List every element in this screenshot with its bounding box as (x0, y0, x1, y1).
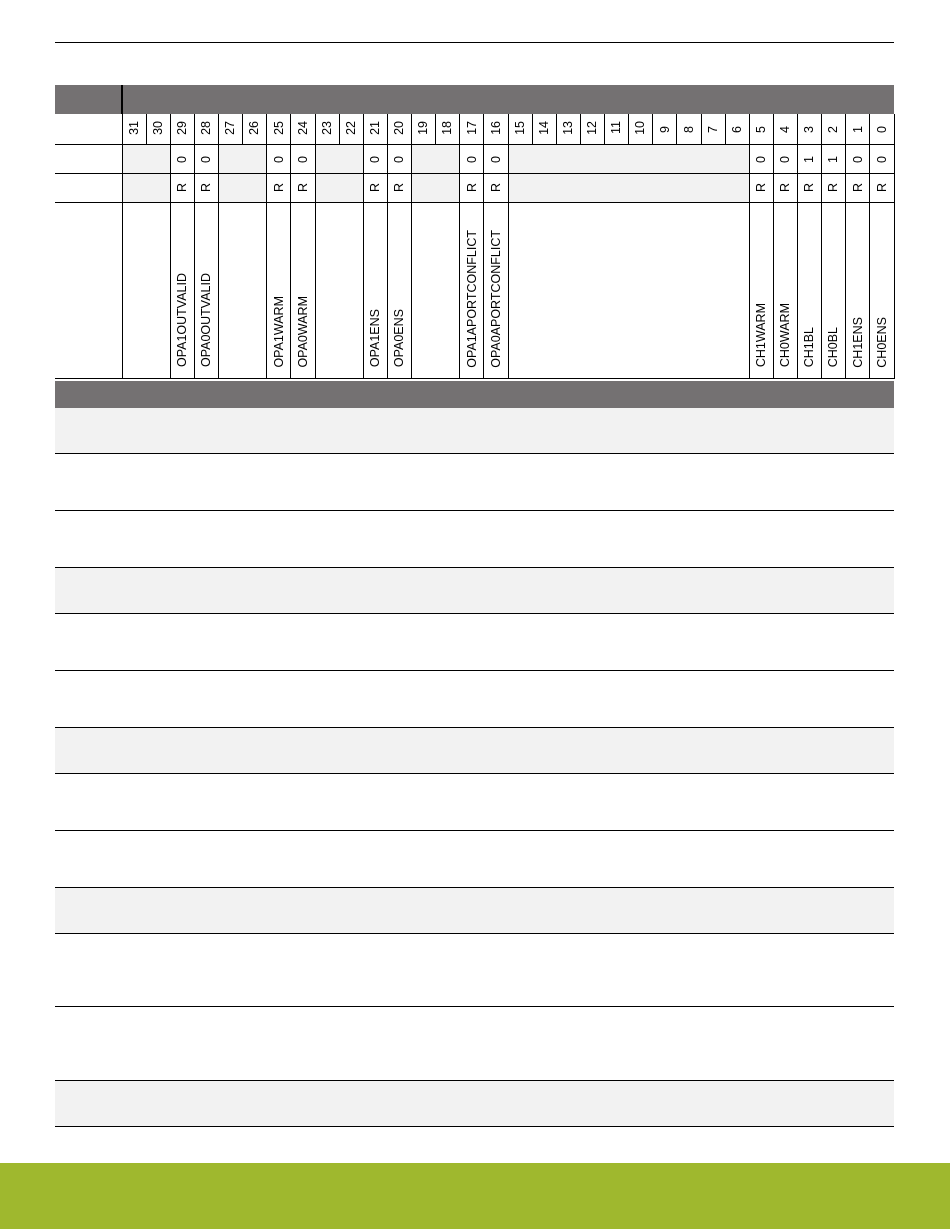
reset-value-cell (846, 145, 870, 174)
bit-number-cell (532, 114, 556, 145)
bit-number: 17 (464, 120, 479, 135)
access-type: R (802, 182, 817, 192)
bit-number-cell (460, 114, 484, 145)
description-row (55, 831, 894, 888)
reset-value-row (55, 145, 894, 174)
field-name-cell (822, 203, 846, 379)
register-header-label-cell (55, 85, 122, 114)
bit-number-cell (798, 114, 822, 145)
bit-number-cell (822, 114, 846, 145)
field-name-cell (194, 203, 218, 379)
field-name-cell (484, 203, 508, 379)
field-name-cell (798, 203, 822, 379)
field-name-cell (291, 203, 315, 379)
field-name: CH1ENS (850, 316, 865, 368)
access-type: R (754, 182, 769, 192)
bit-number: 21 (368, 120, 383, 135)
footer-band (0, 1163, 950, 1229)
bit-number-cell (605, 114, 629, 145)
bit-number-cell (653, 114, 677, 145)
bit-number: 0 (874, 125, 889, 133)
access-type: R (850, 182, 865, 192)
access-type-cell (291, 174, 315, 203)
bit-number: 20 (392, 120, 407, 135)
bit-number: 7 (705, 125, 720, 133)
reset-value: 0 (271, 155, 286, 163)
access-type-cell (387, 174, 411, 203)
field-name-cell (122, 203, 170, 379)
field-name: OPA0OUTVALID (199, 273, 214, 368)
bit-number: 9 (657, 125, 672, 133)
reset-value: 0 (754, 155, 769, 163)
access-type-cell (846, 174, 870, 203)
bit-number-cell (194, 114, 218, 145)
bit-number: 26 (247, 120, 262, 135)
reset-value: 0 (464, 155, 479, 163)
access-type: R (874, 182, 889, 192)
reset-value-cell (773, 145, 797, 174)
bit-number: 30 (150, 120, 165, 135)
bit-number-cell (725, 114, 749, 145)
field-name: OPA0ENS (392, 309, 407, 368)
access-type-cell (267, 174, 291, 203)
reset-value-cell (412, 145, 460, 174)
access-type-cell (219, 174, 267, 203)
field-name-cell (387, 203, 411, 379)
bit-number: 13 (561, 120, 576, 135)
bit-number-cell (146, 114, 170, 145)
access-type-cell (749, 174, 773, 203)
access-type: R (368, 182, 383, 192)
reset-value: 0 (295, 155, 310, 163)
bit-number: 24 (295, 120, 310, 135)
reset-value-cell (170, 145, 194, 174)
access-type: R (464, 182, 479, 192)
reset-value-cell (122, 145, 170, 174)
reset-value-cell (508, 145, 749, 174)
description-row (55, 454, 894, 511)
description-row (55, 408, 894, 454)
bit-number-cell (387, 114, 411, 145)
access-type: R (488, 182, 503, 192)
bit-number: 29 (175, 120, 190, 135)
reset-value-cell (822, 145, 846, 174)
access-type-cell (170, 174, 194, 203)
description-row (55, 568, 894, 614)
field-name: CH1WARM (754, 303, 769, 368)
reset-value: 0 (488, 155, 503, 163)
access-type: R (199, 182, 214, 192)
access-type: R (392, 182, 407, 192)
bit-number-cell (412, 114, 436, 145)
bit-number-cell (363, 114, 387, 145)
reset-value: 1 (802, 155, 817, 163)
bit-number-cell (580, 114, 604, 145)
access-type: R (295, 182, 310, 192)
access-row-label (55, 174, 122, 203)
access-type-cell (363, 174, 387, 203)
reset-row-label (55, 145, 122, 174)
reset-value-cell (194, 145, 218, 174)
access-type-cell (412, 174, 460, 203)
reset-value: 0 (175, 155, 190, 163)
bit-number-cell (749, 114, 773, 145)
bit-number-cell (291, 114, 315, 145)
register-bit-table (55, 85, 895, 379)
field-name: CH0BL (826, 327, 841, 368)
bit-number-cell (701, 114, 725, 145)
reset-value: 0 (199, 155, 214, 163)
access-type-cell (484, 174, 508, 203)
bit-number: 23 (319, 120, 334, 135)
reset-value: 0 (874, 155, 889, 163)
reset-value: 1 (826, 155, 841, 163)
description-row (55, 934, 894, 1007)
bit-number-cell (629, 114, 653, 145)
bit-number-cell (339, 114, 363, 145)
field-name-cell (219, 203, 267, 379)
reset-value-cell (387, 145, 411, 174)
bit-number-cell (846, 114, 870, 145)
field-name-cell (315, 203, 363, 379)
access-type-cell (773, 174, 797, 203)
bit-number: 12 (585, 120, 600, 135)
bit-row-label (55, 114, 122, 145)
reset-value-cell (267, 145, 291, 174)
bit-number-row (55, 114, 894, 145)
field-name-cell (170, 203, 194, 379)
bit-number-cell (677, 114, 701, 145)
reset-value-cell (798, 145, 822, 174)
reset-value: 0 (778, 155, 793, 163)
register-header-row (55, 85, 894, 114)
bit-number: 6 (729, 125, 744, 133)
field-name-cell (870, 203, 894, 379)
access-type: R (175, 182, 190, 192)
bit-number: 11 (609, 121, 624, 135)
bit-number: 3 (802, 125, 817, 133)
access-type-cell (315, 174, 363, 203)
reset-value-cell (219, 145, 267, 174)
description-row (55, 1007, 894, 1081)
register-header-bar (122, 85, 894, 114)
bit-number: 4 (778, 125, 793, 133)
field-description-table (55, 408, 894, 1127)
bit-number-cell (556, 114, 580, 145)
description-row (55, 1081, 894, 1127)
bit-number: 22 (343, 120, 358, 135)
field-name-cell (412, 203, 460, 379)
field-name-cell (363, 203, 387, 379)
bit-number-cell (219, 114, 243, 145)
bit-number-cell (508, 114, 532, 145)
field-name: CH0WARM (778, 303, 793, 368)
field-description-header (55, 381, 894, 408)
field-name-cell (749, 203, 773, 379)
bit-number-cell (267, 114, 291, 145)
description-row (55, 511, 894, 568)
bit-number-cell (122, 114, 146, 145)
description-row (55, 614, 894, 671)
bit-number: 19 (416, 120, 431, 135)
access-type-cell (460, 174, 484, 203)
field-name: OPA1WARM (271, 295, 286, 368)
reset-value: 0 (392, 155, 407, 163)
description-row (55, 774, 894, 831)
bit-number: 31 (126, 120, 141, 135)
field-name: OPA1APORTCONFLICT (464, 229, 479, 368)
access-type-cell (822, 174, 846, 203)
bit-number: 1 (850, 125, 865, 133)
field-name-cell (773, 203, 797, 379)
field-name: OPA1ENS (368, 309, 383, 368)
field-name-cell (460, 203, 484, 379)
bit-number: 14 (536, 120, 551, 135)
field-name-cell (846, 203, 870, 379)
bit-number: 10 (633, 120, 648, 135)
bit-number: 28 (199, 120, 214, 135)
bit-number-cell (436, 114, 460, 145)
bit-number: 27 (223, 120, 238, 135)
bit-number-cell (170, 114, 194, 145)
bit-number-cell (315, 114, 339, 145)
access-type-cell (194, 174, 218, 203)
access-type: R (826, 182, 841, 192)
page-top-rule (55, 42, 894, 43)
description-row (55, 728, 894, 774)
reset-value: 0 (850, 155, 865, 163)
access-type: R (271, 182, 286, 192)
bit-number: 15 (512, 120, 527, 135)
reset-value-cell (460, 145, 484, 174)
reset-value-cell (291, 145, 315, 174)
access-type-cell (870, 174, 894, 203)
reset-value-cell (870, 145, 894, 174)
bit-number: 18 (440, 120, 455, 135)
bit-number-cell (243, 114, 267, 145)
bit-number: 8 (681, 125, 696, 133)
access-type-cell (508, 174, 749, 203)
field-name-cell (508, 203, 749, 379)
field-name: CH1BL (802, 327, 817, 368)
reset-value-cell (315, 145, 363, 174)
reset-value-cell (749, 145, 773, 174)
bit-number: 25 (271, 120, 286, 135)
name-row-label (55, 203, 122, 379)
field-name: CH0ENS (874, 316, 889, 368)
field-name-row (55, 203, 894, 379)
access-row (55, 174, 894, 203)
bit-number: 5 (754, 125, 769, 133)
description-row (55, 671, 894, 728)
bit-number: 2 (826, 125, 841, 133)
reset-value-cell (484, 145, 508, 174)
reset-value: 0 (368, 155, 383, 163)
access-type-cell (798, 174, 822, 203)
field-name-cell (267, 203, 291, 379)
bit-number-cell (773, 114, 797, 145)
field-name: OPA1OUTVALID (175, 273, 190, 368)
field-name: OPA0APORTCONFLICT (488, 229, 503, 368)
field-name: OPA0WARM (295, 295, 310, 368)
reset-value-cell (363, 145, 387, 174)
access-type: R (778, 182, 793, 192)
bit-number-cell (870, 114, 894, 145)
bit-number-cell (484, 114, 508, 145)
access-type-cell (122, 174, 170, 203)
description-row (55, 888, 894, 934)
bit-number: 16 (488, 120, 503, 135)
